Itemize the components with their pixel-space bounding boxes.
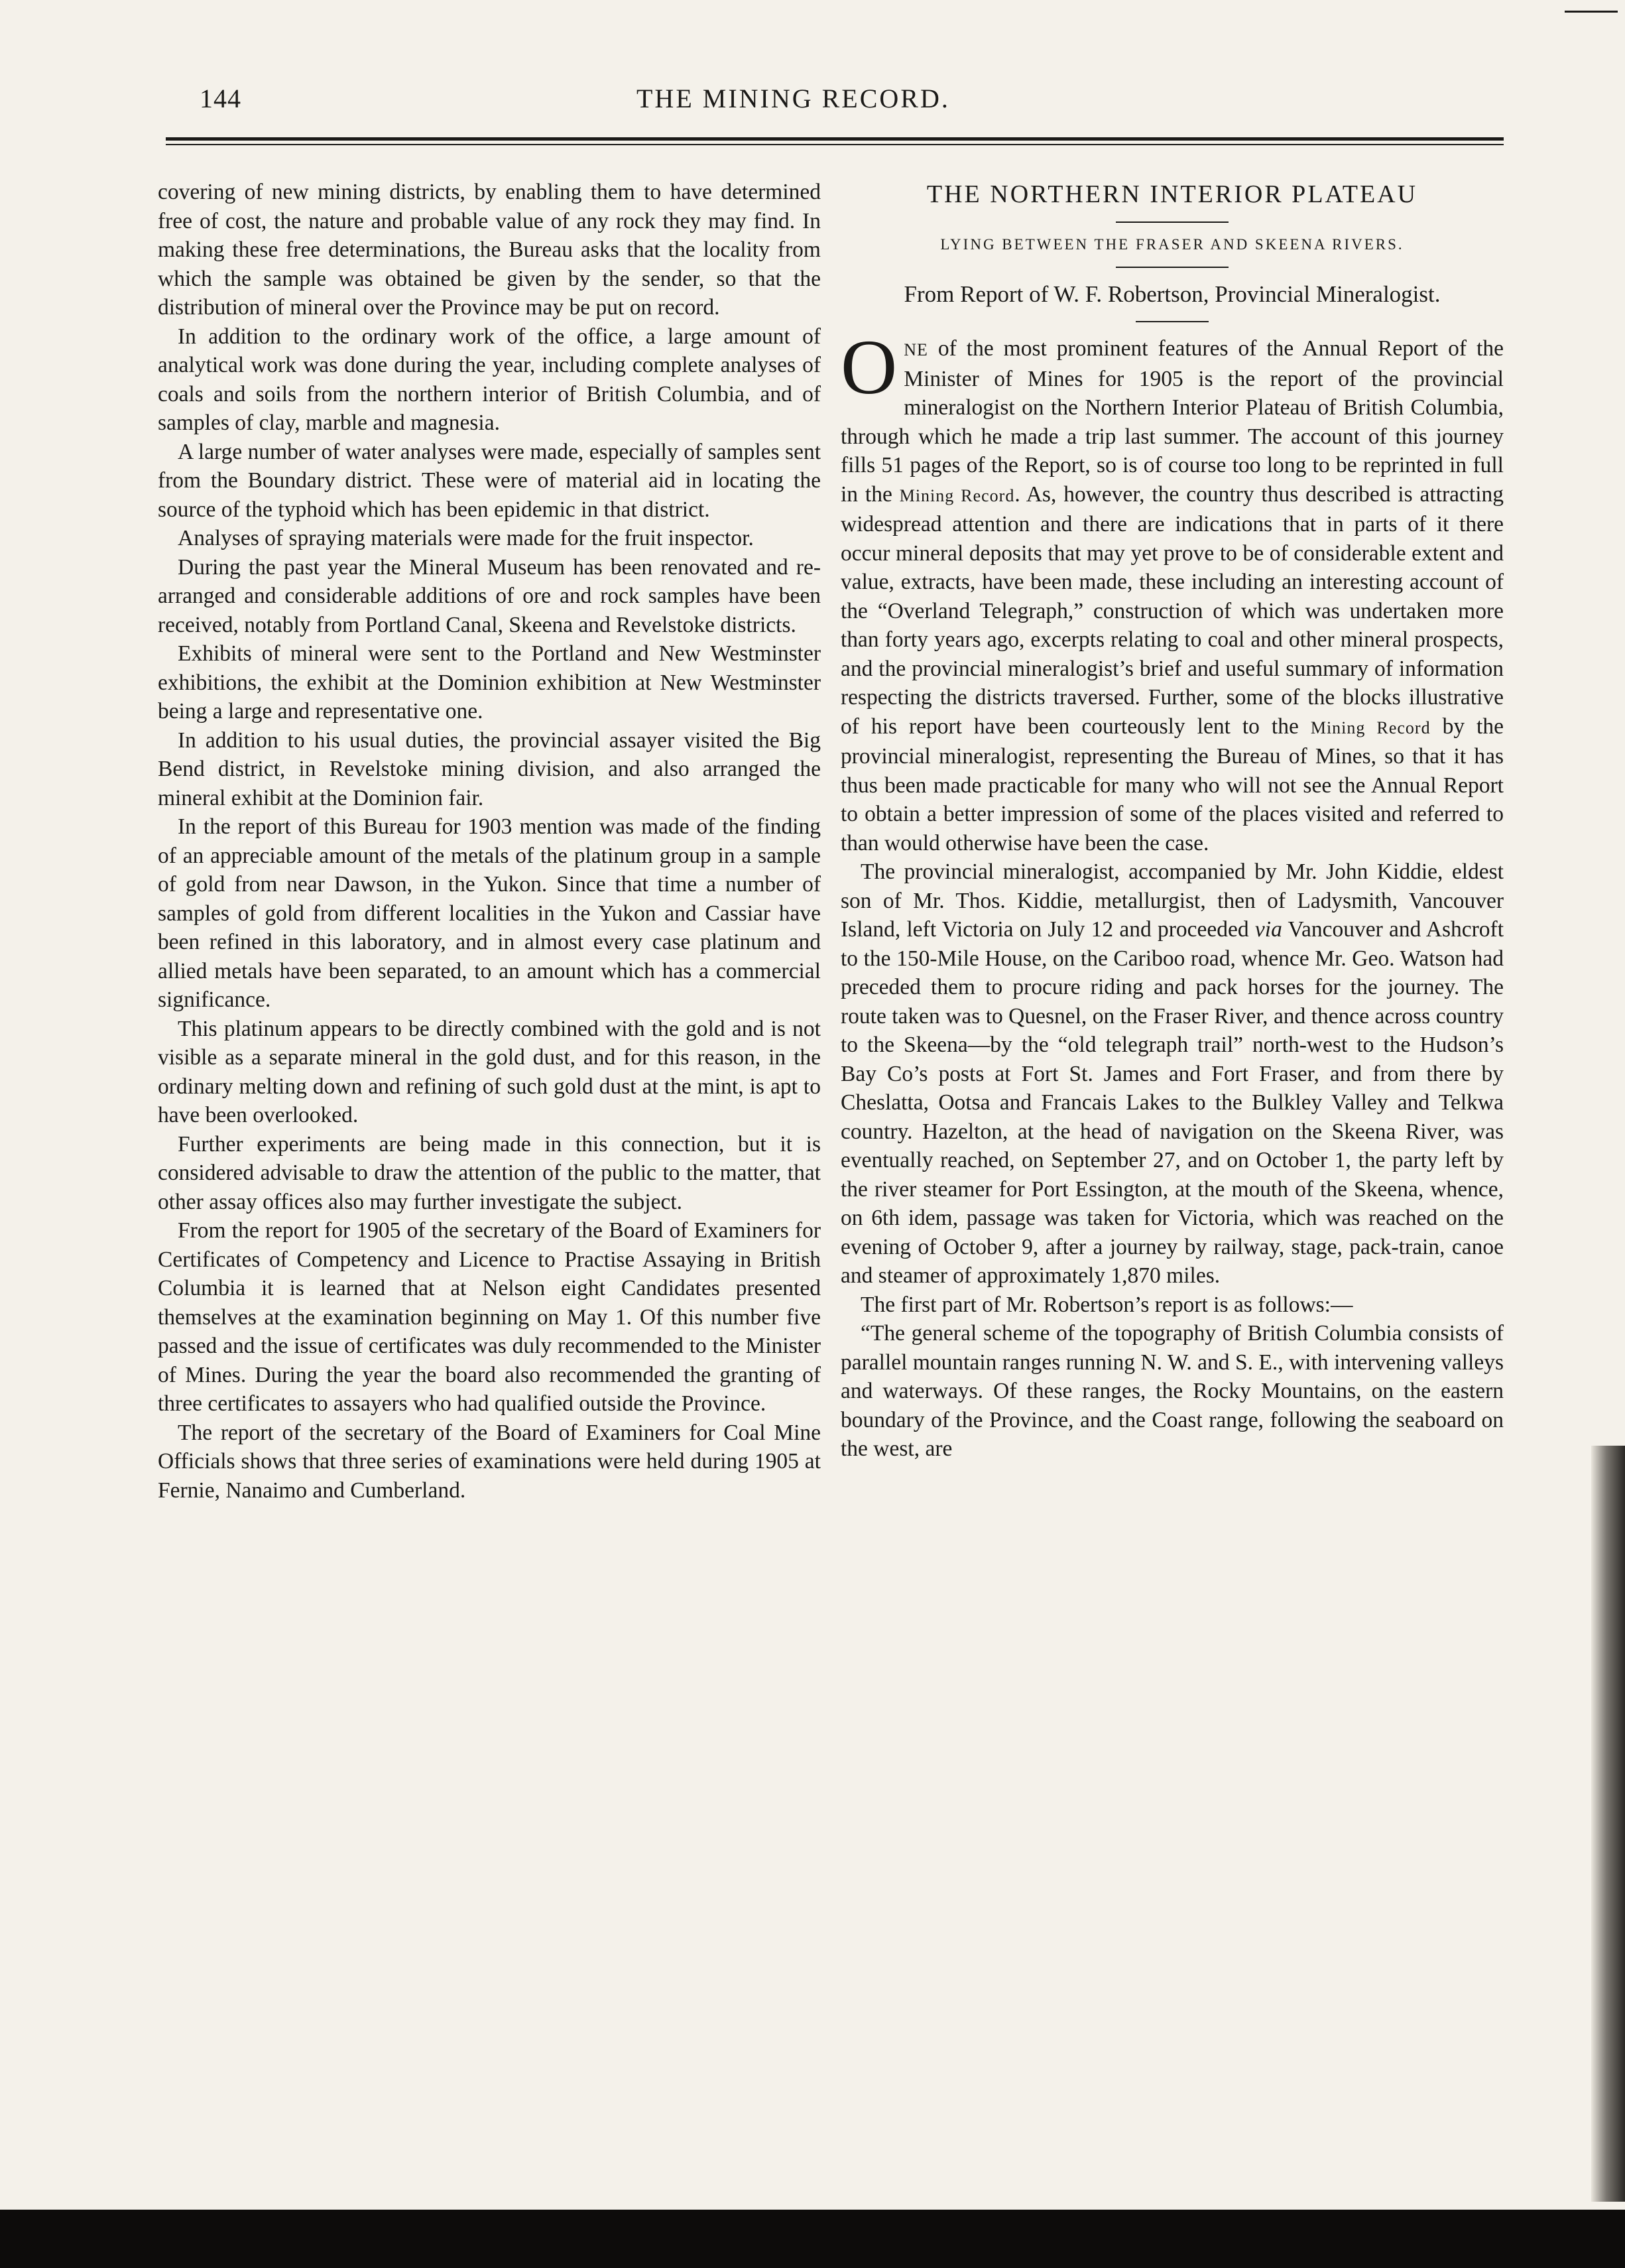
title-rule xyxy=(1116,221,1229,223)
via-italic: via xyxy=(1254,917,1282,942)
page-edge-shadow xyxy=(1591,1446,1625,2202)
left-paragraph-9: This platinum appears to be directly combined with the gold and is not visible as a separate mineral in the gold dust, and for this reason, in the ordinary melting down and refining of such gold dust at the mint, is apt to have been overlooked. xyxy=(158,1016,821,1127)
left-paragraph-8: In the report of this Bureau for 1903 mention was made of the finding of an appreciable amount of the metals of the platinum group in a sample of gold from near Dawson, in the Yukon. Since that time a number of samples of gold from different localities in the Yukon and Cassiar have been refined in this laboratory, and in almost every case platinum and allied metals have been separated, to an amount which has a commercial significance. xyxy=(158,814,821,1012)
left-column xyxy=(158,178,821,1505)
left-paragraph-1: covering of new mining districts, by enabling them to have determined free of cost, the nature and probable value of any rock they may find. In making these free determinations, the Bureau asks that the locality from which the sample was obtained be given by the sender, so that the distribution of mineral over the Province may be put on record. xyxy=(158,180,821,320)
left-paragraph-4: Analyses of spraying materials were made for the fruit inspector. xyxy=(178,526,754,550)
right-column xyxy=(841,178,1504,1464)
drop-cap: O xyxy=(841,324,898,410)
left-paragraph-10: Further experiments are being made in this connection, but it is considered advisable to draw the attention of the public to the matter, that other assay offices also may further investigate the subject. xyxy=(158,1131,821,1214)
lead-word: NE xyxy=(904,340,928,359)
left-paragraph-12: The report of the secretary of the Board of Examiners for Coal Mine Officials shows that three series of examinations were held during 1905 at Fernie, Nanaimo and Cumberland. xyxy=(158,1420,821,1503)
article-paragraph-2 xyxy=(841,857,1504,1291)
left-paragraph-11: From the report for 1905 of the secretary of the Board of Examiners for Certificates of Competency and Licence to Practise Assaying in British Columbia it is learned that at Nelson eight Candidates presented themselves at the examination beginning on May 1. Of this number five passed and the issue of certificates was duly recommended to the Minister of Mines. During the year the board also recommended the granting of three certificates to assayers who had qualified outside the Province. xyxy=(158,1218,821,1416)
article-paragraph-3: The first part of Mr. Robertson’s report is as follows:— xyxy=(861,1292,1353,1317)
running-title: THE MINING RECORD. xyxy=(636,84,950,113)
article-paragraph-4: “The general scheme of the topography of British Columbia consists of parallel mountain ranges running N. W. and S. E., with intervening valleys and waterways. Of these ranges, the Rocky Mountains, on the eastern boundary of the Province, and the Coast range, following the seaboard on the west, are xyxy=(841,1321,1504,1461)
header-rule-thin xyxy=(166,144,1504,145)
page-number: 144 xyxy=(200,84,241,113)
subtitle-rule xyxy=(1116,267,1229,268)
paragraph-1-text-c: by the provincial mineralogist, representing the Bureau of Mines, so that it has thus been made practicable for many who will not see the Annual Report to obtain a better impression of some of the places visited and referred to than would otherwise have been the case. xyxy=(841,714,1504,855)
publication-name: Mining Record xyxy=(899,485,1015,505)
paragraph-1-text-a: of the most prominent features of the Annual Report of the Minister of Mines for 1905 is the report of the provincial mineralogist on the Northern Interior Plateau of British Columbia, through which he made a trip last summer. The account of this journey fills 51 pages of the Report, so is of course too long to be reprinted in full in the xyxy=(841,336,1504,507)
publication-name: Mining Record xyxy=(1310,718,1431,737)
article-source: From Report of W. F. Robertson, Provincial Mineralogist. xyxy=(904,281,1441,307)
article-paragraph-1 xyxy=(841,324,1504,857)
corner-mark xyxy=(1565,11,1618,13)
left-paragraph-5: During the past year the Mineral Museum has been renovated and re-arranged and considerable additions of ore and rock samples have been received, notably from Portland Canal, Skeena and Revelstoke districts. xyxy=(158,554,821,637)
left-paragraph-2: In addition to the ordinary work of the office, a large amount of analytical work was done during the year, including complete analyses of coals and soils from the northern interior of British Columbia, and of samples of clay, marble and magnesia. xyxy=(158,324,821,435)
source-rule xyxy=(1136,321,1209,322)
paragraph-1-text-b: . As, however, the country thus described is attracting widespread attention and there are indications that in parts of it there occur mineral deposits that may yet prove to be of considerable extent and value, extracts, have been made, these including an interesting account of the “Overland Telegraph,” construction of which was undertaken more than forty years ago, excerpts relating to coal and other mineral prospects, and the provincial mineralogist’s brief and useful summary of information respecting the districts traversed. Further, some of the blocks illustrative of his report have been courteously lent to the xyxy=(841,481,1504,739)
left-paragraph-3: A large number of water analyses were made, especially of samples sent from the Boundary district. These were of material aid in locating the source of the typhoid which has been epidemic in that district. xyxy=(158,439,821,522)
paragraph-2-text-a: The provincial mineralogist, accompanied by Mr. John Kiddie, eldest son of Mr. Thos. Kiddie, metallurgist, then of Ladysmith, Vancouver Island, left Victoria on July 12 and proceeded xyxy=(841,859,1504,942)
left-paragraph-7: In addition to his usual duties, the provincial assayer visited the Big Bend district, in Revelstoke mining division, and also arranged the mineral exhibit at the Dominion fair. xyxy=(158,727,821,810)
left-paragraph-6: Exhibits of mineral were sent to the Portland and New Westminster exhibitions, the exhibit at the Dominion exhibition at New Westminster being a large and representative one. xyxy=(158,641,821,724)
paragraph-2-text-b: Vancouver and Ashcroft to the 150-Mile House, on the Cariboo road, whence Mr. Geo. Watson had preceded them to procure riding and pack horses for the journey. The route taken was to Quesnel, on the Fraser River, and thence across country to the Skeena—by the “old telegraph trail” north-west to the Hudson’s Bay Co’s posts at Fort St. James and Fort Fraser, and from there by Cheslatta, Ootsa and Francais Lakes to the Bulkley Valley and Telkwa country. Hazelton, at the head of navigation on the Skeena River, was eventually reached, on September 27, and on October 1, the party left by the river steamer for Port Essington, at the mouth of the Skeena, whence, on 6th idem, passage was taken for Victoria, which was reached on the evening of October 9, after a journey by railway, stage, pack-train, canoe and steamer of approximately 1,870 miles. xyxy=(841,917,1504,1288)
header-rule-thick xyxy=(166,137,1504,141)
article-title: THE NORTHERN INTERIOR PLATEAU xyxy=(926,180,1418,208)
bottom-scan-band xyxy=(0,2210,1625,2268)
article-subtitle: LYING BETWEEN THE FRASER AND SKEENA RIVERS. xyxy=(940,236,1404,253)
